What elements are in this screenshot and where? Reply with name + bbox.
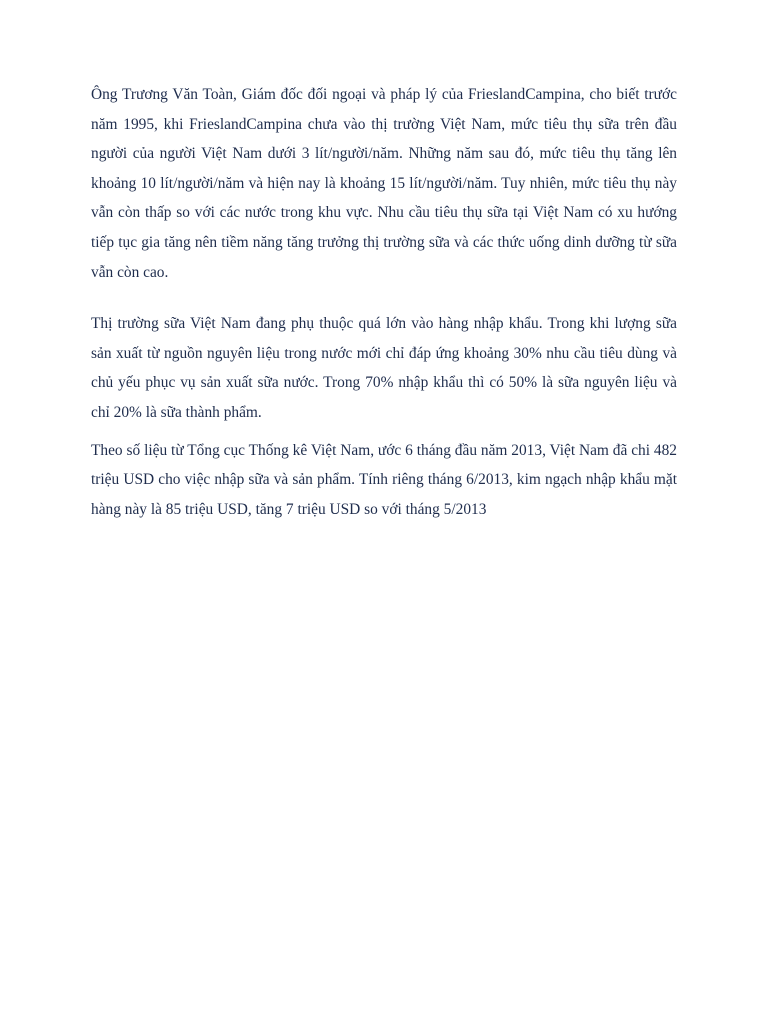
paragraph-import-dependence: Thị trường sữa Việt Nam đang phụ thuộc quá lớn vào hàng nhập khẩu. Trong khi lượng sữa sản xuất từ nguồn nguyên liệu trong nước mới chỉ đáp ứng khoảng 30% nhu cầu tiêu dùng và chủ yếu phục vụ sản xuất sữa nước. Trong 70% nhập khẩu thì có 50% là sữa nguyên liệu và chỉ 20% là sữa thành phẩm. [91,315,677,421]
paragraph-import-statistics: Theo số liệu từ Tổng cục Thống kê Việt Nam, ước 6 tháng đầu năm 2013, Việt Nam đã chi 482 triệu USD cho việc nhập sữa và sản phẩm. Tính riêng tháng 6/2013, kim ngạch nhập khẩu mặt hàng này là 85 triệu USD, tăng 7 triệu USD so với tháng 5/2013 [91,441,677,518]
paragraph-milk-consumption: Ông Trương Văn Toàn, Giám đốc đối ngoại và pháp lý của FrieslandCampina, cho biết trước năm 1995, khi FrieslandCampina chưa vào thị trường Việt Nam, mức tiêu thụ sữa trên đầu người của người Việt Nam dưới 3 lít/người/năm. Những năm sau đó, mức tiêu thụ tăng lên khoảng 10 lít/người/năm và hiện nay là khoảng 15 lít/người/năm. Tuy nhiên, mức tiêu thụ này vẫn còn thấp so với các nước trong khu vực. Nhu cầu tiêu thụ sữa tại Việt Nam có xu hướng tiếp tục gia tăng nên tiềm năng tăng trưởng thị trường sữa và các thức uống dinh dưỡng từ sữa vẫn còn cao. [91,86,677,281]
document-body [91,80,677,524]
